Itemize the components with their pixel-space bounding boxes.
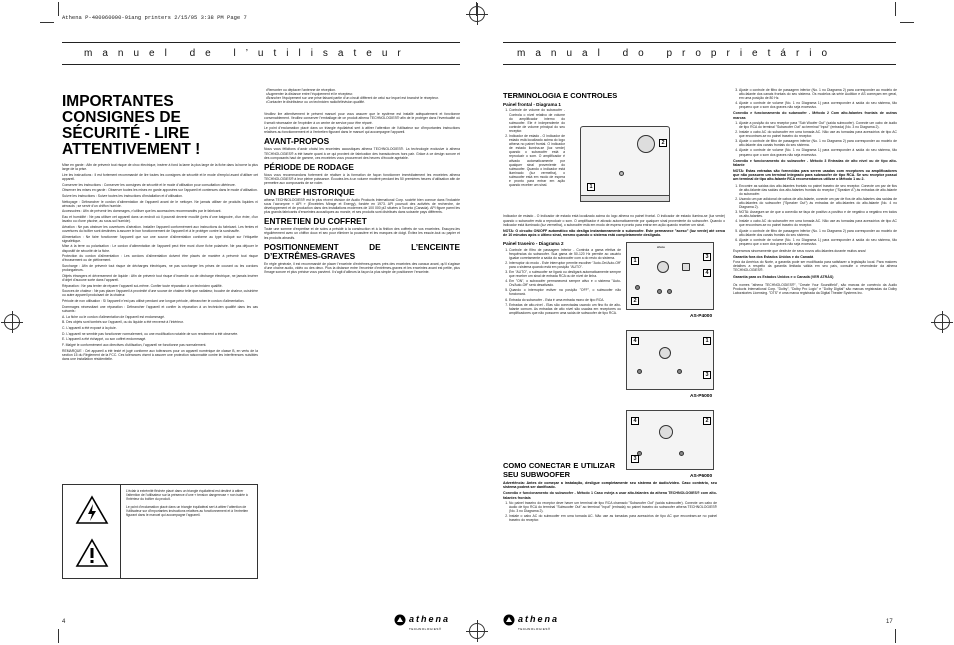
right-connect-column — [503, 458, 717, 608]
safety-paragraph: Nettoyage : Débrancher le cordon d’alimentation de l’appareil avant de le nettoyer. Ne jamais utiliser de produits liquides ni aérosols ; se servir d’un chiffon humide. — [62, 199, 258, 208]
speaker-terminal — [679, 451, 684, 456]
right-page-number: 17 — [886, 619, 893, 625]
callout-number: 3 — [631, 455, 639, 463]
brand-word: athena — [409, 614, 451, 624]
safety-paragraph: B. Des objets sont tombés sur l’appareil, ou du liquide a été renversé à l’intérieur. — [62, 320, 184, 325]
safety-paragraph: Conserver les instructions : Conserver les consignes de sécurité et le mode d’utilisation pour consultation ultérieure. — [62, 182, 236, 187]
registration-mark — [934, 314, 950, 330]
safety-paragraph: C. L’appareil a été exposé à la pluie. — [62, 325, 117, 330]
safety-paragraph: F. Malgré le conformément aux directives d’utilisation, l’appareil ne fonctionne pas normalement. — [62, 342, 207, 347]
list-item: 3. Ajuste o controle de filtro de passagem inferior (No. 1 no Diagrama 2) para corresponder ao modelo de alto-falante dos canais frontais do seu sistema. — [739, 139, 897, 147]
safety-paragraph: Objets étrangers et déversement de liquide : Afin de prévenir tout risque d’incendie ou de décharge électrique, ne jamais insérer d’objet d’aucune sorte dans l’appareil. — [62, 273, 258, 282]
crop-mark — [40, 22, 54, 23]
terminology-heading: TERMINOLOGIA E CONTROLES — [503, 91, 618, 100]
crop-mark — [58, 629, 59, 643]
warranty-text: Fora da América do Norte, a garantia pode ser modificada para satisfazer a legislação local. Para maiores detalhes a respeito da garantia limitada válida em seu país, consulte o revendedor da athena TECHNOLOGIES®. — [733, 260, 897, 273]
list-item: 3. Em "AUTO", o subwoofer se ligará ou desligará automaticamente sempre que receber um sinal de entrada RCA ou de nível de linha. — [509, 270, 621, 278]
press-slug-line: Athena P-400060000-91ang printers 2/15/05 3:38 PM Page 7 — [62, 14, 247, 21]
model-label: AS-P6000 — [690, 474, 713, 479]
volume-knob — [637, 135, 655, 153]
list-item: 2. Interruptor do modo - Este interruptor permite escolher "Auto-On/Auto-Off" para o sistema quando está em posição "AUTO". — [509, 261, 621, 269]
interference-bullets — [264, 88, 460, 104]
safety-paragraph: REMARQUE : Cet appareil a été testé et jugé conforme aux tolérances pour un appareil numérique de classe B, en vertu de la section 15 du Règlement de la FCC. Ces tolérances visent à assurer une protection raisonnable contre les interférences nuisibles dans une installation résidentielle. — [62, 348, 258, 361]
safety-paragraph: Réparation : Ne pas tenter de réparer l’appareil soi-même. Confier toute réparation à un technicien qualifié. — [62, 283, 223, 288]
front-panel-base — [580, 196, 670, 202]
diagram1-list — [503, 108, 565, 212]
intro-paragraph: Le point d’exclamation placé dans un triangle équilatéral sert à attirer l’attention de l’utilisateur sur d’importantes instructions relatives au fonctionnement et à l’entretien figurant dans le manuel qui accompagne l’appareil. — [264, 126, 460, 135]
callout-number: 2 — [631, 297, 639, 305]
warning-symbols-box — [62, 484, 258, 579]
method3-note: NOTA: Estas entradas são fornecidas para serem usadas com receptores ou amplificadores que não possuem um terminal integrado para subwoofer de tipo RCA. Se seu receptor possui um terminal de tipo alto-falante RCA recomendamos utilizar o Método 1 ou 2. — [733, 169, 897, 182]
list-item: 1. Controle de filtro de passagem inferior - Controla a gama efetiva de frequências do subwoofer. Sua gama de 50-120 Hz permite ao usuário igualar corretamente a saída do subwoofer com a do resto do sistema. — [509, 248, 621, 260]
safety-paragraph: Dommages nécessitant une réparation : Débrancher l’appareil et confier la réparation à un technicien qualifié dans les cas suivants : — [62, 304, 258, 313]
section-body: athena TECHNOLOGIES® est le plus récent division de Audio Products International Corp. société bien connue dans l’industrie sous l’acronyme « API » (Enceintes Mirage et Energy), fondée en 1973. API poursuit des activités de recherche, de développement et de production dans des installations modernes de 100 000 pi2 situées à Toronto (Canada). API figure parmi les plus grands fabricants d’enceintes acoustiques au monde, et ses produits sont distribués dans soixante pays différents. — [264, 198, 460, 215]
list-item: 2. Instale o cabo AC do subwoofer em uma tomada AC. Não use as tomadas para acessórios de tipo AC que encontram-se no painel traseiro do receptor. — [509, 514, 717, 522]
rca-input-jack — [637, 369, 642, 374]
left-page-header-text: manuel de l’utilisateur — [84, 48, 411, 59]
rca-input-jack — [635, 285, 640, 290]
intro-paragraph: Veuillez lire attentivement le présent manuel pour vous assurer que le système est installé adéquatement et fonctionne convenablement. Veuillez conserver l’emballage de ce produit athena TECHNOLOGIES® afin de le protéger dans l’éventualité où il serait nécessaire de l’expédier à un centre de service pour être réparé. — [264, 112, 460, 125]
exclamation-warning-icon — [75, 538, 109, 568]
callout-number: 4 — [631, 337, 639, 345]
diagram1-caption: Painel frontal - Diagrama 1 — [503, 102, 561, 107]
method1-continued-list — [733, 88, 897, 109]
section-heading: AVANT-PROPOS — [264, 136, 330, 147]
callout-number: 3 — [703, 253, 711, 261]
callout-number: 2 — [659, 139, 667, 147]
diagram2-list — [503, 248, 621, 315]
left-middle-column — [264, 88, 460, 608]
section-heading: PÉRIODE DE RODAGE — [264, 161, 354, 172]
safety-paragraph: Aération : Ne pas obstruer les ouvertures d’aération. Installer l’appareil conformément aux instructions du fabricant. Les fentes et ouvertures du boîtier sont destinées à assurer le bon fonctionnement de l’appareil et à le protéger contre la surchauffe. — [62, 224, 258, 233]
section-body: En règle générale, il est recommandé de placer l’enceinte d’extrêmes-graves près des enceintes des canaux avant, qu’il s’agisse d’une chaîne audio, vidéo ou des deux. Plus la distance entre l’enceinte d’extrêmes-graves et les enceintes avant est petite, plus l’image sonore et plus précise vous parvient. Il s’agit d’ailleurs la façon la plus simple de positionner l’enceinte. — [264, 261, 460, 274]
list-item: 5. Quando o interruptor estiver na posição "OFF", o subwoofer não funcionará. — [509, 288, 621, 296]
safety-paragraph: E. L’appareil a été échappé, ou son coffret endommagé. — [62, 337, 147, 342]
section-heading: ENTRETIEN DU COFFRET — [264, 216, 367, 227]
list-item: 2. Instale o cabo AC do subwoofer em uma tomada AC. Não use as tomadas para acessórios de tipo AC que encontram-se no painel traseiro do receptor. — [739, 130, 897, 138]
list-item: 4. Em "ON", o subwoofer permanecerá sempre ativo e o sistema "Auto-On/Auto-Off" será desativado. — [509, 279, 621, 287]
list-item: • Brancher l’équipement sur une prise faisant partie d’un circuit différent de celui sur lequel est branché le récepteur. — [266, 96, 460, 100]
model-label: AS-P5000 — [690, 394, 713, 399]
diagram2-caption: Painel traseiro - Diagrama 2 — [503, 241, 564, 247]
list-item: • Contacter le distributeur ou un technicien radio/télévision qualifié. — [266, 100, 460, 104]
list-item: 4. Ajuste o controle de volume (No. 1 no Diagrama 1) para corresponder à saída do seu sistema, tão pequeno que o som dos graves não seja excessivo. — [739, 101, 897, 109]
callout-number: 4 — [703, 269, 711, 277]
list-item: 4. Instale o cabo AC do subwoofer em uma tomada AC. Não use as tomadas para acessórios de tipo AC que encontram-se no painel traseiro do receptor. — [739, 219, 897, 227]
safety-paragraph: Alimentation : Ne faire fonctionner l’appareil que sur une source d’alimentation conforme au type indiqué sur l’étiquette signalétique. — [62, 234, 258, 243]
trademark-text: Os nomes "athena TECHNOLOGIES®", "Create Your Soundfield", são marcas de comércio da Audio Products International Corp. "Dolby", "Dolby Pro Logic" e "Dolby Digital" são marcas registradas da Dolby Laboratories Licensing. "DTS" é uma marca registrada da Digital Theater Systems Inc. — [733, 282, 897, 295]
safety-paragraph: A. La fiche ou le cordon d’alimentation de l’appareil est endommagé. — [62, 314, 165, 319]
list-item: 6. Entrada do subwoofer - Esta é uma entrada mono de tipo RCA. — [509, 298, 621, 302]
safety-paragraph: Mise à la terre ou polarisation : Le cordon d’alimentation de l’appareil peut être muni d’une fiche polarisée. Ne pas déjouer le dispositif de sécurité de la fiche. — [62, 244, 258, 253]
right-brand-logo — [503, 609, 559, 631]
callout-number: 1 — [703, 337, 711, 345]
crop-mark — [900, 22, 914, 23]
list-item: 1. Encontre as saídas dos alto-falantes frontais no painel traseiro de seu receptor. Conecte um par de fios de alto-falante das saídas dos alto-falantes frontais do receptor ("Speaker A") às entradas de alto-falante do subwoofer. — [739, 184, 897, 196]
connect-heading: COMO CONECTAR E UTILIZAR SEU SUBWOOFER — [503, 461, 615, 479]
warning-icons — [63, 485, 121, 578]
list-item: 3. Ajuste o controle de filtro de passagem inferior (No. 1 no Diagrama 2) para corresponder ao modelo de alto-falante dos canais frontais do seu sistema. Os modelos da série Audition e AS começam em geral, em uma posição de 80 Hz. — [739, 88, 897, 100]
registration-mark — [4, 314, 20, 330]
registration-mark — [469, 6, 485, 22]
warning-paragraph: Le point d’exclamation placé dans un triangle équilatéral sert à attirer l’attention de l’utilisateur sur d’importantes instructions relatives au fonctionnement et à l’entretien figurant dans le manuel qui accompagne l’appareil. — [126, 505, 249, 517]
right-page-header-band — [503, 42, 896, 65]
left-brand-logo — [394, 609, 450, 631]
warranty-us-heading: Garantia para os Estados Unidos e o Canadá (VER ATRÁS) — [733, 274, 834, 279]
list-item: 1. Ajuste a posição do seu receptor para "Sub Woofer Out" (saída subwoofer). Conecte um cabo de áudio de tipo RCA do terminal "Subwoofer Out" ao terminal "Input" (entrada) (No. 3 no Diagrama 2). — [739, 121, 897, 129]
callout-number: 1 — [587, 183, 595, 191]
section-body: Toute une somme d’expertise et de soins a présidé à la construction et à la finition des coffrets de vos enceintes. Essuyez-les régulièrement avec un chiffon doux et sec pour éliminer la poussière et les marques de doigt. Évitez les essuie-tout ou papier et les produits abrasifs. — [264, 227, 460, 240]
brand-word: athena — [518, 614, 560, 624]
mode-switch — [682, 263, 690, 271]
section-heading: POSITIONNEMENT DE L’ENCEINTE D’EXTRÊMES-GRAVES — [264, 241, 460, 261]
section-heading: UN BREF HISTORIQUE — [264, 187, 355, 197]
left-column — [62, 94, 258, 482]
safety-paragraph: Observer les mises en garde : Observer toutes les mises en garde apposées sur l’appareil et contenues dans le mode d’utilisation. — [62, 188, 258, 193]
method2-heading: Conexão e funcionamento do subwoofer - Método 2 Com alto-falantes frontais de outras marcas — [733, 111, 897, 120]
closing-text: Esperamos sinceramente que desfrute de seus novos alto-falantes durante muitos anos! — [733, 248, 867, 253]
crossover-knob — [659, 347, 671, 359]
list-item: 3. NOTA: Assegure-se de que a conexão se faça de positivo a positivo e de negativo a negativo em todos os alto-falantes. — [739, 210, 897, 218]
left-page-number: 4 — [62, 619, 66, 625]
safety-title: IMPORTANTES CONSIGNES DE SÉCURITÉ - LIRE ATTENTIVEMENT ! — [62, 94, 201, 158]
safety-paragraph: Accessoires : Afin de prévenir les dommages, n’utiliser que les accessoires recommandés par le fabricant. — [62, 209, 222, 214]
callout-number: 4 — [631, 417, 639, 425]
lightning-warning-icon — [75, 495, 109, 525]
safety-paragraph: Mise en garde : Afin de prévenir tout risque de choc électrique, insérer à fond la lame la plus large de la fiche dans la borne la plus large de la prise. — [62, 163, 258, 172]
brand-sub: TECHNOLOGIES® — [409, 627, 442, 631]
safety-paragraph: Suivre les instructions : Suivre toutes les instructions d’installation et d’utilisation. — [62, 193, 183, 198]
status-indicator-text: Indicador de estado - O indicador de estado está localizado acima do logo athena no painel frontal. O indicador de estado ilumina-se (luz verde) quando o subwoofer está a reproduzir o som. O amplificador é ativado automaticamente por qualquer sinal proveniente do subwoofer. Quando o indicador está iluminado (luz vermelha), o subwoofer está em modo de espera e pronto para entrar em ação quando receber um sinal. — [503, 214, 725, 227]
safety-paragraph: Eau et humidité : Ne pas utiliser cet appareil dans un endroit où il pourrait devenir mouillé (près d’une baignoire, d’un évier, d’un lavabo ou d’une piscine, au sous-sol humide). — [62, 215, 258, 224]
left-page-header-band — [62, 42, 460, 65]
right-right-column — [733, 88, 897, 608]
method1-list — [503, 501, 717, 522]
athena-logo-icon — [503, 614, 515, 626]
auto-off-note: NOTA: O circuito ON/OFF automático não desliga instantaneamente o subwoofer. Este permanece "aceso" (luz verde) até cerca de 10 minutos após o último sinal, mesmo quando o sistema está completamente desligado. — [503, 228, 725, 237]
athena-logo-icon — [394, 614, 406, 626]
crossover-knob — [659, 425, 673, 439]
connect-warning: Advertência: Antes de começar a instalação, desligue completamente seu sistema de áudio/vídeo. Caso contrário, seu sistema poderá ser danificado. — [503, 481, 717, 490]
safety-paragraph: Lire les instructions : Il est fortement recommandé de lire toutes les consignes de sécurité et le mode d’emploi avant d’utiliser cet appareil. — [62, 172, 258, 181]
safety-paragraph: Surcharge : Afin de prévenir tout risque de décharges électriques, ne pas surcharger les prises de courant ou les cordons prolongateurs. — [62, 264, 258, 273]
list-item: 2. Indicador de estado - O indicador de estado está localizado acima do logo athena no painel frontal. O indicador de estado ilumina-se (luz verde) quando o subwoofer está a reproduzir o som. O amplificador é ativado automaticamente por qualquer sinal proveniente do subwoofer. Quando o indicador está iluminado (luz vermelha), o subwoofer está em modo de espera e pronto para entrar em ação quando receber um sinal. — [509, 134, 565, 187]
list-item: • Remonter ou déplacer l’antenne de réception. — [266, 88, 460, 92]
rear-panel-p4000 — [626, 242, 714, 310]
list-item: 4. Ajuste o controle de volume (No. 1 no Diagrama 1) para corresponder à saída do seu sistema, tão pequeno que o som dos graves não seja excessivo. — [739, 148, 897, 156]
speaker-terminal — [657, 289, 662, 294]
front-panel-diagram — [580, 126, 670, 196]
warranty-outside-heading: Garantia fora dos Estados Unidos e do Canadá — [733, 255, 814, 260]
safety-paragraph: Sources de chaleur : Ne pas placer l’appareil à proximité d’une source de chaleur telle que radiateur, bouche de chaleur, cuisinière ou autre appareil produisant de la chaleur. — [62, 289, 258, 298]
crop-mark — [895, 2, 896, 16]
warning-paragraph: L’éclair à extrémité fléchée placé dans un triangle équilatéral est destiné à attirer l’attention de l’utilisateur sur la présence d’une « tension dangereuse » non isolée à l’intérieur du boîtier du produit. — [126, 489, 248, 501]
method2-list — [733, 121, 897, 157]
safety-text — [62, 163, 258, 361]
list-item: 2. Usando um par adicional de cabos de alto-falante, conecte um par de fios de alto-falantes das saídas de alto-falantes do subwoofer ("Speaker Out") às entradas de alto-falantes do alto-falante (No. 4 no Diagrama 2). — [739, 197, 897, 209]
crop-mark — [895, 629, 896, 643]
warning-text — [121, 485, 257, 578]
method3-heading: Conexão e funcionamento do subwoofer - Método 3 Entradas de alto nível ou de tipo alto-falante — [733, 158, 897, 167]
right-page-header-text: manual do proprietário — [517, 48, 838, 59]
list-item: 1. Controle de volume do subwoofer - Controla o nível relativo de volume do amplificador interno do subwoofer. Ele é independente do controle de volume principal do seu receptor. — [509, 108, 565, 133]
safety-paragraph: Protection du cordon d’alimentation : Les cordons d’alimentation doivent être placés de manière à prévenir tout risque d’écrasement ou de piétinement. — [62, 254, 258, 263]
speaker-terminal — [677, 369, 682, 374]
crop-mark — [476, 2, 477, 16]
status-led — [619, 171, 624, 176]
list-item: 6. Ajuste o controle de volume (No. 1 no Diagrama 1) para corresponder à saída do seu sistema, tão pequeno que o som dos graves não seja excessivo. — [739, 238, 897, 246]
list-item: • Augmenter la distance entre l’équipement et le récepteur. — [266, 92, 460, 96]
safety-paragraph: D. L’appareil ne semble pas fonctionner normalement, ou une modification notable de son rendement a été observée. — [62, 331, 239, 336]
section-body: Nous vous félicitons d’avoir choisi les enceintes acoustiques athena TECHNOLOGIES®. La technologie exclusive à athena TECHNOLOGIES® a été basée quant à ce qui provient de fabrication des transducteurs hors pair. Grâce à ce design sonore et des composants haut de gamme, ces enceintes vous procureront des heures d’écoute agréable. — [264, 147, 460, 160]
section-body: Nous vous recommandons fortement de réaliser à la formation de façon fonctionner immédiatement les enceintes athena TECHNOLOGIES® à leur pleine puissance. Écoutez-les à un volume modéré pendant les 50 premières heures d’utilisation afin de permettre aux composants de se roder. — [264, 172, 460, 185]
list-item: 5. Ajuste o controle de filtro de passagem inferior (No. 1 no Diagrama 2) para corresponder ao modelo de alto-falante dos canais frontais do seu sistema. — [739, 229, 897, 237]
method3-list — [733, 184, 897, 246]
callout-number: 3 — [703, 371, 711, 379]
list-item: 1. No painel traseiro do receptor deve haver um terminal de tipo RCA chamado "Subwoofer Out" (saída subwoofer). Conecte um cabo de áudio de tipo RCA do terminal "Subwoofer Out" ao terminal "Input" (entrada) no painel traseiro do subwoofer athena TECHNOLOGIES® (No. 3 no Diagrama 2). — [509, 501, 717, 513]
brand-sub: TECHNOLOGIES® — [518, 627, 551, 631]
callout-number: 1 — [631, 257, 639, 265]
model-label: AS-P4000 — [690, 314, 713, 319]
callout-number: 2 — [703, 417, 711, 425]
safety-paragraph: Période de non utilisation : Si l’appareil n’est pas utilisé pendant une longue période, débrancher le cordon d’alimentation. — [62, 299, 245, 304]
speaker-terminal — [667, 289, 672, 294]
list-item: 7. Entradas de alto-nível - Elas são conectadas usando um fino fio de alto-falante comum. As entradas de alto nível são usadas em receptores ou amplificadores que não possuem uma saída de subwoofer de tipo RCA. — [509, 303, 621, 315]
registration-mark — [469, 623, 485, 639]
crossover-knob — [657, 261, 669, 273]
rear-panel-p5000 — [626, 330, 714, 390]
method1-heading: Conexão e funcionamento do subwoofer - Método 1 Caso esteja a usar alto-falantes da athena TECHNOLOGIES® com alto-falantes frontais — [503, 491, 717, 500]
rear-panel-label: athena — [657, 246, 665, 249]
crop-mark — [58, 2, 59, 16]
